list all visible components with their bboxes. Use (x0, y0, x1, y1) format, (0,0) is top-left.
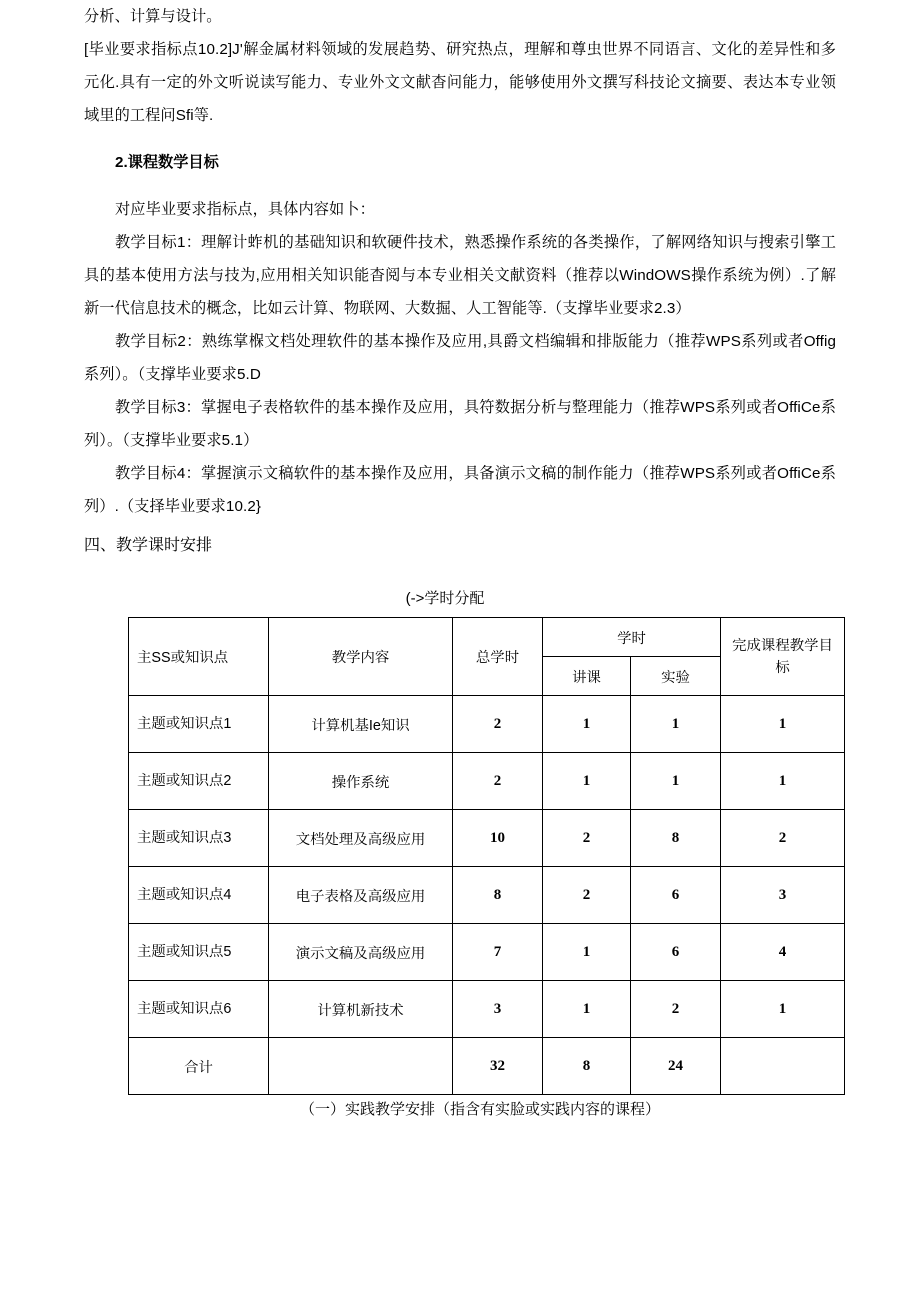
cell-content: 电子表格及高级应用 (269, 867, 453, 924)
table-header (129, 618, 845, 696)
spacer (84, 179, 836, 193)
table-row (129, 924, 845, 981)
paragraph-teaching-goal-1: 教学目标1：理解计蚱机的基础知识和软硬件技术，熟悉操作系统的各类操作，了解网络知识与搜索引擎工具的基本使用方法与技为,应用相关知识能杳阅与本专业相关文献资料（推荐以WindOWS操作系统为例）.了解新一代信息技术的概念，比如云计算、物联网、大数掘、人工智能等.（支撑毕业要求2.3） (84, 234, 836, 317)
teaching-hours-table (128, 617, 845, 1095)
cell-content: 计算机基Ie知识 (269, 696, 453, 753)
cell-lecture-hours: 1 (543, 753, 631, 810)
cell-content: 操作系统 (269, 753, 453, 810)
header-course-goal: 完成课程教学目标 (721, 618, 845, 696)
cell-total-hours: 8 (453, 867, 543, 924)
cell-total-hours: 2 (453, 696, 543, 753)
cell-total-hours: 2 (453, 753, 543, 810)
cell-topic: 主题或知识点5 (129, 924, 269, 981)
heading-teaching-hours-arrangement: 四、教学课时安排 (84, 537, 213, 554)
cell-topic: 主题或知识点3 (129, 810, 269, 867)
cell-course-goal: 1 (721, 981, 845, 1038)
cell-content: 演示文稿及高级应用 (269, 924, 453, 981)
paragraph-teaching-goal-3: 教学目标3：掌握电子表格软件的基本操作及应用，具符数据分析与整理能力（推荐WPS系列或者OffiCe系列）。（支撑毕业要求5.1） (84, 399, 836, 449)
cell-lab-hours: 8 (631, 810, 721, 867)
cell-lab-hours: 6 (631, 924, 721, 981)
header-lecture: 讲课 (543, 657, 631, 696)
cell-total-course-goal (721, 1038, 845, 1095)
header-topic: 主SS或知识点 (129, 618, 269, 696)
cell-total-total-hours: 32 (453, 1038, 543, 1095)
cell-topic: 主题或知识点1 (129, 696, 269, 753)
cell-course-goal: 4 (721, 924, 845, 981)
paragraph-corresponding-indicators: 对应毕业要求指标点，具体内容如卜： (115, 201, 375, 218)
cell-lecture-hours: 2 (543, 810, 631, 867)
cell-topic: 主题或知识点4 (129, 867, 269, 924)
cell-course-goal: 2 (721, 810, 845, 867)
cell-total-hours: 7 (453, 924, 543, 981)
table-row (129, 696, 845, 753)
table-row (129, 810, 845, 867)
header-teaching-content: 教学内容 (269, 618, 453, 696)
cell-lecture-hours: 1 (543, 981, 631, 1038)
table-body (129, 696, 845, 1095)
table-row (129, 867, 845, 924)
cell-lab-hours: 1 (631, 696, 721, 753)
table-header-row-1 (129, 618, 845, 657)
cell-lecture-hours: 1 (543, 696, 631, 753)
paragraph-teaching-goal-4: 教学目标4：掌握演示文稿软件的基本操作及应用，具备演示文稿的制作能力（推荐WPS系列或者OffiCe系列）.（支择毕业要求10.2} (84, 465, 836, 515)
table-row (129, 753, 845, 810)
cell-course-goal: 1 (721, 696, 845, 753)
paragraph-analysis: 分析、计算与设计。 (84, 8, 222, 25)
heading-course-teaching-goals: 2.课程数学目标 (115, 154, 219, 171)
cell-total-lab-hours: 24 (631, 1038, 721, 1095)
cell-content: 文档处理及高级应用 (269, 810, 453, 867)
cell-total-lecture-hours: 8 (543, 1038, 631, 1095)
cell-lab-hours: 2 (631, 981, 721, 1038)
cell-lecture-hours: 1 (543, 924, 631, 981)
cell-lab-hours: 1 (631, 753, 721, 810)
table-caption: (->学时分配 (405, 590, 485, 607)
cell-topic: 主题或知识点6 (129, 981, 269, 1038)
document-body (84, 0, 836, 1125)
cell-total-label: 合计 (129, 1038, 269, 1095)
cell-content: 计算机新技术 (269, 981, 453, 1038)
cell-topic: 主题或知识点2 (129, 753, 269, 810)
paragraph-teaching-goal-2: 教学目标2：熟练掌椺文档处理软件的基本操作及应用,具爵文档编辑和排版能力（推荐WPS系列或者Offig系列）。（支撑毕业要求5.D (84, 333, 836, 383)
header-lab: 实验 (631, 657, 721, 696)
spacer (84, 563, 836, 585)
cell-total-content (269, 1038, 453, 1095)
table-row (129, 981, 845, 1038)
cell-lecture-hours: 2 (543, 867, 631, 924)
cell-course-goal: 3 (721, 867, 845, 924)
header-hours-group: 学时 (543, 618, 721, 657)
table-footnote: （一）实践教学安排（指含有实脸或实践内容的课程） (299, 1101, 660, 1118)
cell-lab-hours: 6 (631, 867, 721, 924)
paragraph-graduation-requirement: [毕业要求指标点10.2]J'解金属材料领域的发展趋势、研究热点，理解和尊虫世界不同语言、文化的差异性和多元化.具有一定的外文听说读写能力、专业外文文献杳问能力，能够使用外文撰写科技论文摘要、表达本专业领域里的工程问Sfi等. (84, 41, 836, 124)
cell-course-goal: 1 (721, 753, 845, 810)
spacer (84, 132, 836, 146)
cell-total-hours: 3 (453, 981, 543, 1038)
header-total-hours: 总学时 (453, 618, 543, 696)
table-total-row (129, 1038, 845, 1095)
cell-total-hours: 10 (453, 810, 543, 867)
